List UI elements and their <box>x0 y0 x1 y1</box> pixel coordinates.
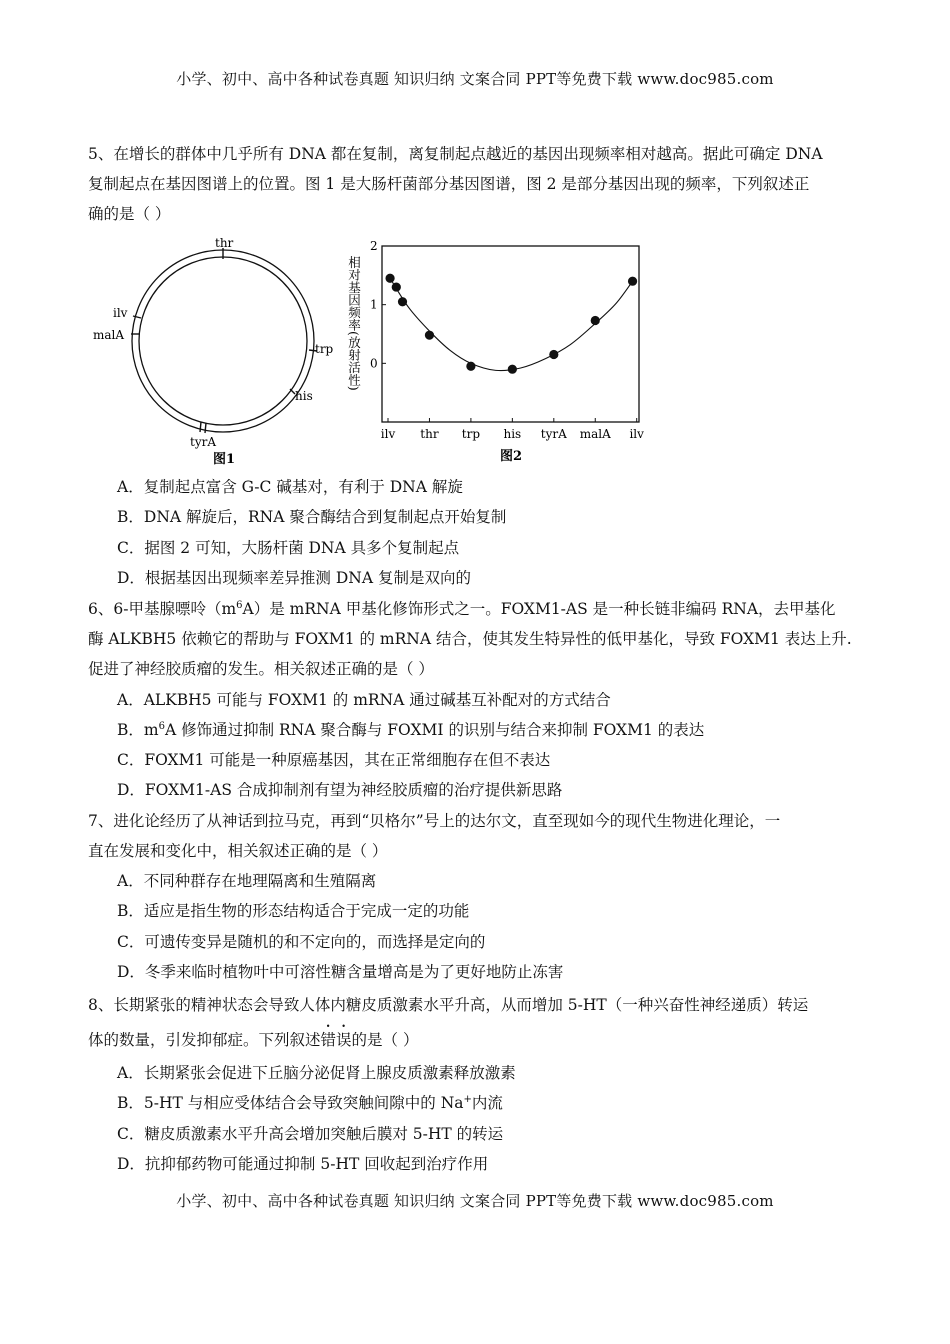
x-tick-label-trp: trp <box>461 427 481 441</box>
q8-option-a: A．长期紧张会促进下丘脑分泌促肾上腺皮质激素释放激素 <box>117 1064 516 1082</box>
q5-option-b: B．DNA 解旋后，RNA 聚合酶结合到复制起点开始复制 <box>117 508 507 526</box>
data-point-6 <box>508 365 517 374</box>
figure-2-caption: 图2 <box>500 449 523 464</box>
gene-label-ilv: ilv <box>113 306 128 320</box>
q8-option-b-sup: + <box>463 1093 472 1105</box>
data-point-3 <box>398 297 407 306</box>
q7-option-d: D．冬季来临时植物叶中可溶性糖含量增高是为了更好地防止冻害 <box>117 963 564 981</box>
q5-line-1: 5、在增长的群体中几乎所有 DNA 都在复制，离复制起点越近的基因出现频率相对越高。据此可确定 DNA <box>88 145 823 163</box>
tyrA-marker-2 <box>205 423 206 433</box>
y-axis-label: 相对基因频率(放射活性) <box>346 256 362 391</box>
q8-line-2-a: 体的数量，引发抑郁症。下列叙述 <box>88 1031 321 1049</box>
data-point-7 <box>549 350 558 359</box>
q6-line-1 <box>88 594 870 624</box>
genome-outer-ring <box>132 250 314 432</box>
x-tick-label-his: his <box>503 427 522 441</box>
x-tick-label-tyrA: tyrA <box>540 427 567 441</box>
gene-label-tyrA: tyrA <box>190 435 217 449</box>
q6-line-1-a: 6、6-甲基腺嘌呤（m <box>88 600 237 618</box>
x-tick-label-malA: malA <box>579 427 611 441</box>
q5-option-d: D．根据基因出现频率差异推测 DNA 复制是双向的 <box>117 569 471 587</box>
data-point-5 <box>466 362 475 371</box>
figure-1-gene-map <box>85 238 345 468</box>
y-tick-label: 0 <box>370 356 378 371</box>
question-7 <box>88 806 870 866</box>
gene-label-malA: malA <box>93 328 125 342</box>
q5-option-c: C．据图 2 可知，大肠杆菌 DNA 具多个复制起点 <box>117 539 460 557</box>
x-tick-label-ilv: ilv <box>629 427 644 441</box>
q6-option-d: D．FOXM1-AS 合成抑制剂有望为神经胶质瘤的治疗提供新思路 <box>117 781 563 799</box>
x-tick-label-ilv: ilv <box>380 427 396 441</box>
q8-option-c: C．糖皮质激素水平升高会增加突触后膜对 5-HT 的转运 <box>117 1125 504 1143</box>
q6-line-1-b: A）是 mRNA 甲基化修饰形式之一。FOXM1-AS 是一种长链非编码 RNA，去甲基化 <box>242 600 836 618</box>
question-8 <box>88 988 870 1057</box>
q6-option-c: C．FOXM1 可能是一种原癌基因，其在正常细胞存在但不表达 <box>117 751 551 769</box>
y-tick-label: 1 <box>370 297 378 312</box>
q6-line-3: 促进了神经胶质瘤的发生。相关叙述正确的是（ ） <box>88 660 434 678</box>
data-point-4 <box>425 331 434 340</box>
question-5 <box>88 139 870 229</box>
tyrA-marker-1 <box>200 422 201 432</box>
q8-option-b-b: 内流 <box>471 1094 503 1112</box>
q8-option-b <box>117 1088 503 1118</box>
q8-option-b-a: B．5-HT 与相应受体结合会导致突触间隙中的 Na <box>117 1094 464 1112</box>
gene-label-trp: trp <box>315 342 334 356</box>
q5-option-a: A．复制起点富含 G-C 碱基对，有利于 DNA 解旋 <box>117 478 463 496</box>
q6-line-2: 酶 ALKBH5 依赖它的帮助与 FOXM1 的 mRNA 结合，使其发生特异性的低甲基化，导致 FOXM1 表达上升. <box>88 630 852 648</box>
data-point-9 <box>628 277 637 286</box>
ilv-marker <box>133 316 141 318</box>
data-point-8 <box>591 316 600 325</box>
genome-inner-ring <box>139 257 307 425</box>
q8-line-1: 8、长期紧张的精神状态会导致人体内糖皮质激素水平升高，从而增加 5-HT（一种兴奋性神经递质）转运 <box>88 996 809 1014</box>
q6-option-b <box>117 715 704 745</box>
plot-frame <box>382 246 639 422</box>
q6-option-b-sup: 6 <box>158 720 165 732</box>
q7-line-1: 7、进化论经历了从神话到拉马克，再到“贝格尔”号上的达尔文，直至现如今的现代生物进化理论，一 <box>88 812 781 830</box>
q6-option-a: A．ALKBH5 可能与 FOXM1 的 mRNA 通过碱基互补配对的方式结合 <box>117 691 611 709</box>
q8-emphasis-wrong: 错误 <box>320 1031 352 1049</box>
gene-label-thr: thr <box>215 238 234 250</box>
q5-line-3: 确的是（ ） <box>88 205 171 223</box>
data-point-2 <box>392 282 401 291</box>
q5-line-2: 复制起点在基因图谱上的位置。图 1 是大肠杆菌部分基因图谱，图 2 是部分基因出现的频率，下列叙述正 <box>88 175 810 193</box>
figure-1-caption: 图1 <box>213 452 236 467</box>
q7-option-a: A．不同种群存在地理隔离和生殖隔离 <box>117 872 377 890</box>
q7-line-2: 直在发展和变化中，相关叙述正确的是（ ） <box>88 842 388 860</box>
q6-option-b-b: A 修饰通过抑制 RNA 聚合酶与 FOXMI 的识别与结合来抑制 FOXM1 的表达 <box>164 721 705 739</box>
page-footer: 小学、初中、高中各种试卷真题 知识归纳 文案合同 PPT等免费下载 www.doc985.com <box>176 1192 774 1210</box>
figure-2-chart <box>340 238 650 468</box>
data-point-1 <box>385 274 394 283</box>
question-6 <box>88 594 870 684</box>
q7-option-c: C．可遗传变异是随机的和不定向的，而选择是定向的 <box>117 933 486 951</box>
gene-label-his: his <box>295 389 313 403</box>
q6-option-b-a: B．m <box>117 721 159 739</box>
q8-line-2 <box>88 1022 870 1057</box>
q8-line-2-b: 的是（ ） <box>351 1031 419 1049</box>
q7-option-b: B．适应是指生物的形态结构适合于完成一定的功能 <box>117 902 470 920</box>
q6-line-1-sup: 6 <box>236 599 243 611</box>
y-tick-label: 2 <box>370 239 378 253</box>
page-header: 小学、初中、高中各种试卷真题 知识归纳 文案合同 PPT等免费下载 www.doc985.com <box>176 70 774 88</box>
q8-option-d: D．抗抑郁药物可能通过抑制 5-HT 回收起到治疗作用 <box>117 1155 489 1173</box>
x-tick-label-thr: thr <box>420 427 439 441</box>
